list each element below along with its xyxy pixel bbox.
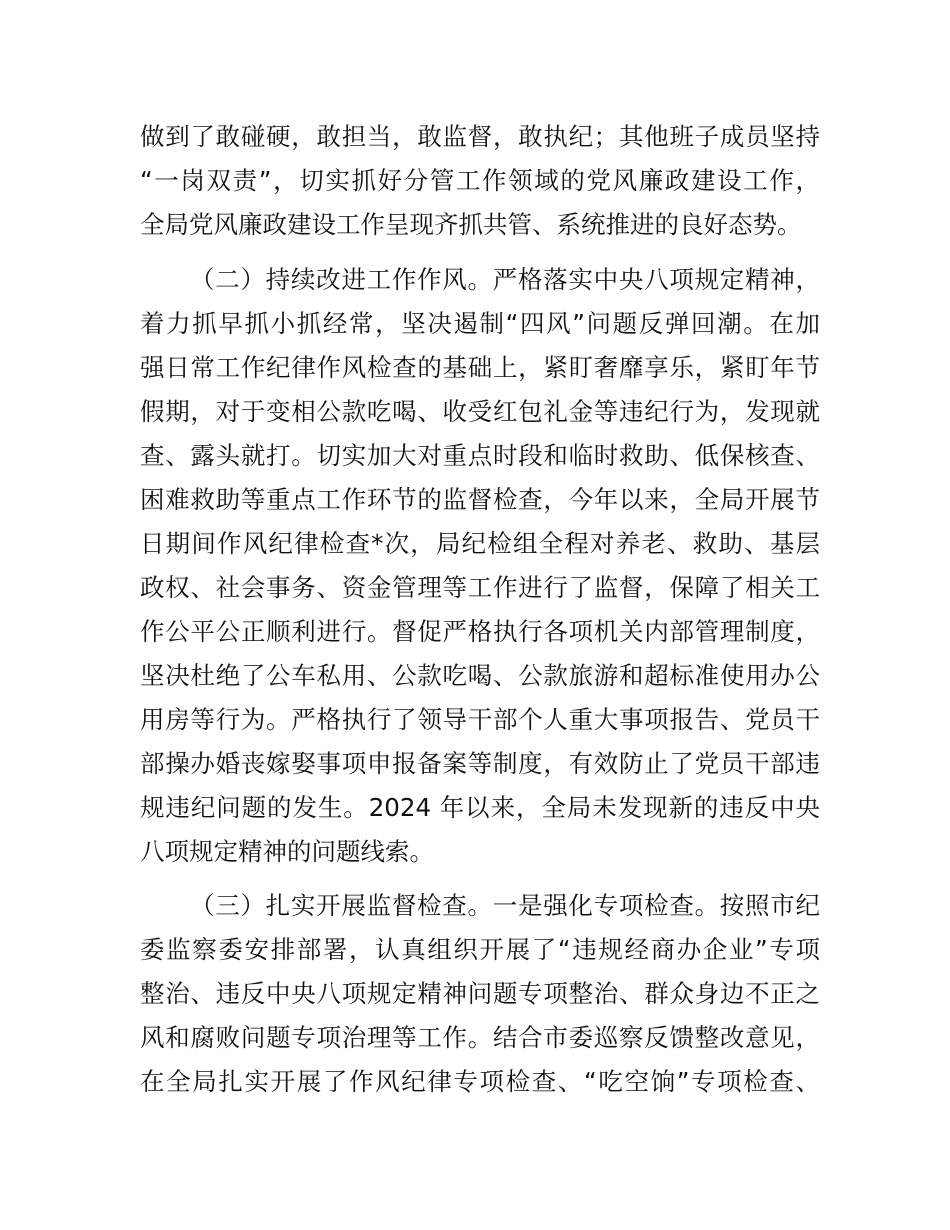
paragraph-2-line-6: 困难救助等重点工作环节的监督检查，今年以来，全局开展节 (140, 485, 820, 514)
paragraph-1-line-1: 做到了敢碰硬，敢担当，敢监督，敢执纪；其他班子成员坚持 (140, 122, 820, 151)
paragraph-2-line-13: 规违纪问题的发生。2024 年以来，全局未发现新的违反中央 (140, 793, 820, 822)
paragraph-2-line-3: 强日常工作纪律作风检查的基础上，紧盯奢靡享乐，紧盯年节 (140, 353, 820, 382)
paragraph-2-line-12: 部操办婚丧嫁娶事项申报备案等制度，有效防止了党员干部违 (140, 749, 820, 778)
paragraph-2-line-9: 作公平公正顺利进行。督促严格执行各项机关内部管理制度， (140, 617, 820, 646)
paragraph-2-line-7: 日期间作风纪律检查*次，局纪检组全程对养老、救助、基层 (140, 529, 820, 558)
paragraph-2-line-5: 查、露头就打。切实加大对重点时段和临时救助、低保核查、 (140, 441, 820, 470)
paragraph-1-line-2: “一岗双责”，切实抓好分管工作领域的党风廉政建设工作， (140, 166, 820, 195)
paragraph-3-line-5: 在全局扎实开展了作风纪律专项检查、“吃空饷”专项检查、 (140, 1067, 820, 1096)
paragraph-2-line-8: 政权、社会事务、资金管理等工作进行了监督，保障了相关工 (140, 573, 820, 602)
paragraph-3-line-4: 风和腐败问题专项治理等工作。结合市委巡察反馈整改意见， (140, 1023, 820, 1052)
paragraph-1-line-3: 全局党风廉政建设工作呈现齐抓共管、系统推进的良好态势。 (140, 210, 802, 239)
paragraph-2-line-14: 八项规定精神的问题线索。 (140, 837, 434, 866)
paragraph-3-line-1: （三）扎实开展监督检查。一是强化专项检查。按照市纪 (190, 891, 820, 920)
paragraph-3-line-3: 整治、违反中央八项规定精神问题专项整治、群众身边不正之 (140, 979, 820, 1008)
paragraph-2-line-11: 用房等行为。严格执行了领导干部个人重大事项报告、党员干 (140, 705, 820, 734)
paragraph-2-line-4: 假期，对于变相公款吃喝、收受红包礼金等违纪行为，发现就 (140, 397, 820, 426)
paragraph-2-line-10: 坚决杜绝了公车私用、公款吃喝、公款旅游和超标准使用办公 (140, 661, 820, 690)
paragraph-2-line-2: 着力抓早抓小抓经常，坚决遏制“四风”问题反弹回潮。在加 (140, 309, 820, 338)
paragraph-2-line-1: （二）持续改进工作作风。严格落实中央八项规定精神， (190, 265, 820, 294)
paragraph-3-line-2: 委监察委安排部署，认真组织开展了“违规经商办企业”专项 (140, 935, 820, 964)
